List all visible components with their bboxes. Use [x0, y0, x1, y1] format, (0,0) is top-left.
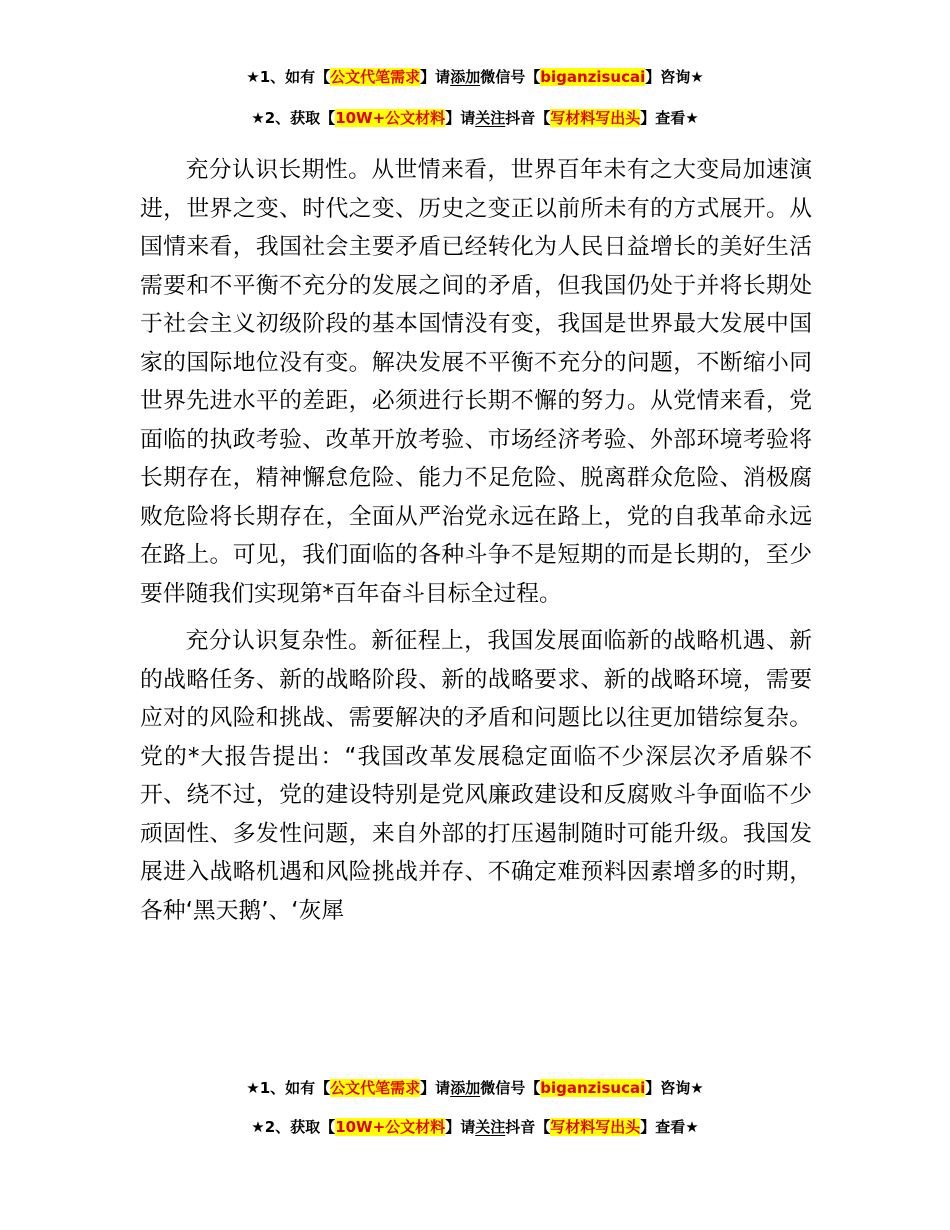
highlighted-text: 公文代笔需求: [330, 68, 421, 86]
footer-banner-line-2: [0, 1116, 950, 1137]
banner-text: ★1、如有【: [246, 1079, 331, 1097]
highlighted-text: 10W+公文材料: [335, 109, 446, 127]
highlighted-text: 写材料写出头: [550, 1118, 641, 1136]
banner-text: 】咨询★: [645, 68, 704, 86]
banner-text: ★1、如有【: [246, 68, 331, 86]
highlighted-text: biganzisucai: [540, 1079, 646, 1097]
banner-text: 抖音【: [505, 109, 551, 127]
header-banner-line-2: [0, 107, 950, 128]
banner-text: ★2、获取【: [251, 1118, 336, 1136]
underlined-text: 添加: [450, 68, 481, 86]
banner-text: 】查看★: [640, 109, 699, 127]
underlined-text: 关注: [475, 1118, 506, 1136]
banner-text: 】请: [420, 1079, 451, 1097]
banner-text: 】请: [445, 1118, 476, 1136]
banner-text: 】查看★: [640, 1118, 699, 1136]
banner-text: 】咨询★: [645, 1079, 704, 1097]
highlighted-text: 10W+公文材料: [335, 1118, 446, 1136]
document-body: [140, 151, 812, 930]
highlighted-text: 写材料写出头: [550, 109, 641, 127]
banner-text: 】请: [445, 109, 476, 127]
header-banner-line-1: [0, 66, 950, 87]
underlined-text: 关注: [475, 109, 506, 127]
underlined-text: 添加: [450, 1079, 481, 1097]
banner-text: 抖音【: [505, 1118, 551, 1136]
footer-banner-line-1: [0, 1077, 950, 1098]
banner-text: 微信号【: [480, 68, 541, 86]
paragraph-complexity: 充分认识复杂性。新征程上，我国发展面临新的战略机遇、新的战略任务、新的战略阶段、新的战略要求、新的战略环境，需要应对的风险和挑战、需要解决的矛盾和问题比以往更加错综复杂。党的*大报告提出：“我国改革发展稳定面临不少深层次矛盾躲不开、绕不过，党的建设特别是党风廉政建设和反腐败斗争面临不少顽固性、多发性问题，来自外部的打压遏制随时可能升级。我国发展进入战略机遇和风险挑战并存、不确定难预料因素增多的时期，各种‘黑天鹅’、‘灰犀: [140, 628, 812, 924]
paragraph-long-term: 充分认识长期性。从世情来看，世界百年未有之大变局加速演进，世界之变、时代之变、历史之变正以前所未有的方式展开。从国情来看，我国社会主要矛盾已经转化为人民日益增长的美好生活需要和不平衡不充分的发展之间的矛盾，但我国仍处于并将长期处于社会主义初级阶段的基本国情没有变，我国是世界最大发展中国家的国际地位没有变。解决发展不平衡不充分的问题，不断缩小同世界先进水平的差距，必须进行长期不懈的努力。从党情来看，党面临的执政考验、改革开放考验、市场经济考验、外部环境考验将长期存在，精神懈怠危险、能力不足危险、脱离群众危险、消极腐败危险将长期存在，全面从严治党永远在路上，党的自我革命永远在路上。可见，我们面临的各种斗争不是短期的而是长期的，至少要伴随我们实现第*百年奋斗目标全过程。: [140, 157, 812, 607]
banner-text: 】请: [420, 68, 451, 86]
banner-text: ★2、获取【: [251, 109, 336, 127]
highlighted-text: biganzisucai: [540, 68, 646, 86]
highlighted-text: 公文代笔需求: [330, 1079, 421, 1097]
banner-text: 微信号【: [480, 1079, 541, 1097]
